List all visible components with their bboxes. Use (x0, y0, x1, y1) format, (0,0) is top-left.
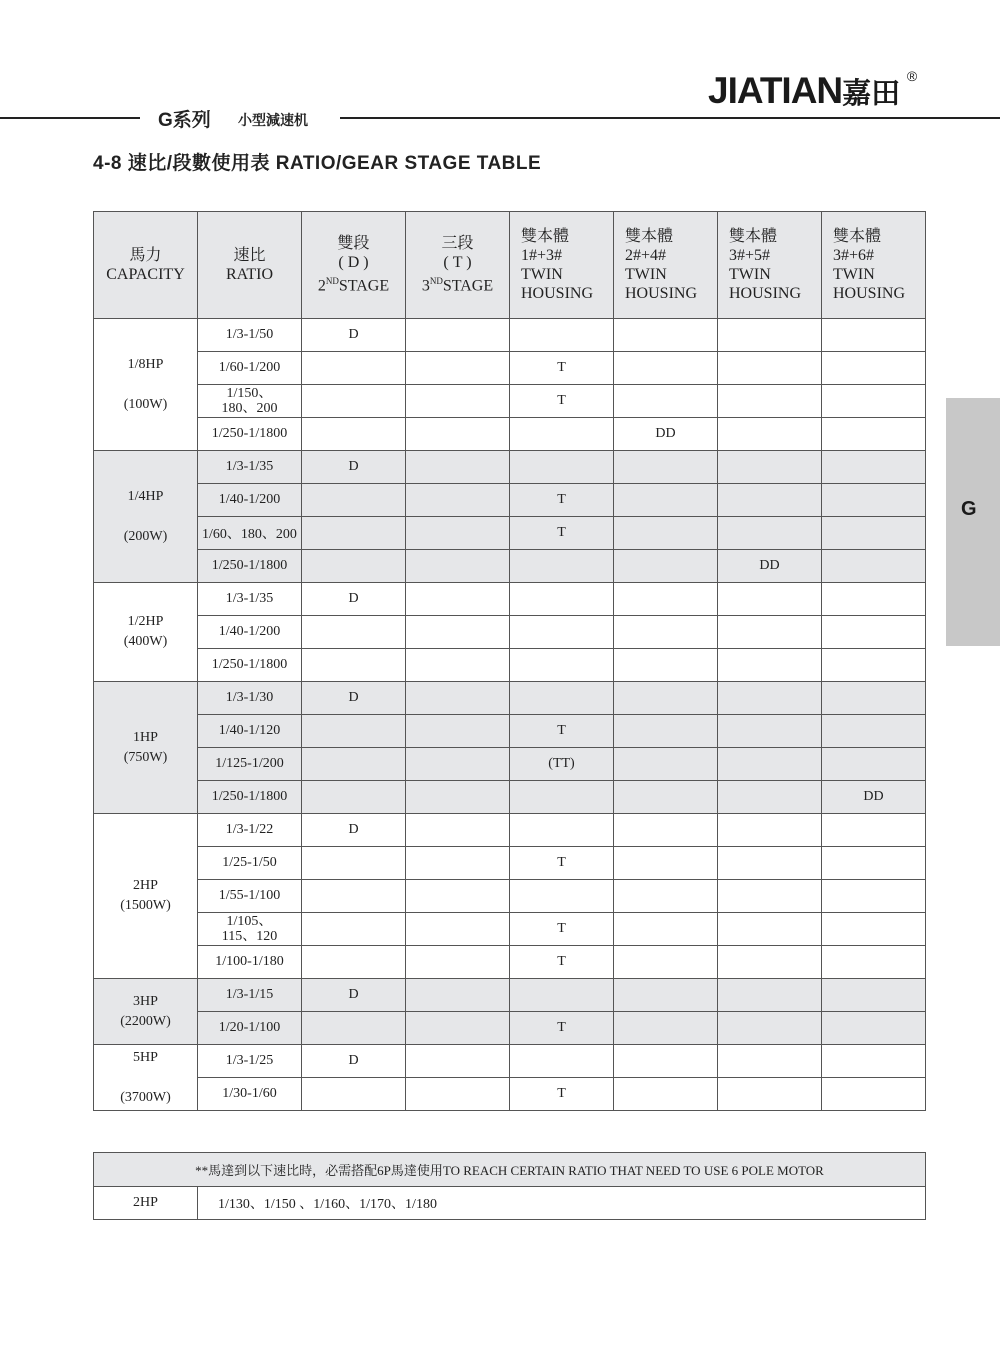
header-twin-1: 雙本體 1#+3# TWIN HOUSING (510, 212, 614, 319)
ratio-cell: 1/25-1/50 (198, 847, 302, 880)
side-tab[interactable] (946, 398, 1000, 646)
ratio-cell: 1/105、 115、120 (198, 913, 302, 946)
note-header-row (94, 1153, 926, 1187)
ratio-cell: 1/20-1/100 (198, 1012, 302, 1045)
table-row: 1/20-1/100 T (94, 1012, 926, 1045)
capacity-cell: 3HP (2200W) (94, 979, 198, 1045)
header-ratio: 速比 RATIO (198, 212, 302, 319)
header-twin-3: 雙本體 3#+5# TWIN HOUSING (718, 212, 822, 319)
note-header: **馬達到以下速比時，必需搭配6P馬達使用TO REACH CERTAIN RATIO THAT NEED TO USE 6 POLE MOTOR (94, 1153, 926, 1187)
ratio-cell: 1/3-1/25 (198, 1045, 302, 1078)
ratio-cell: 1/3-1/30 (198, 682, 302, 715)
section-title: 4-8 速比/段數使用表 RATIO/GEAR STAGE TABLE (93, 153, 542, 174)
capacity-cell: 1/2HP (400W) (94, 583, 198, 682)
side-tab-label: G (961, 498, 977, 520)
note-hp: 2HP (94, 1187, 198, 1220)
table-row: 1/250-1/1800 DD (94, 418, 926, 451)
table-row: 3HP (2200W) 1/3-1/15 D (94, 979, 926, 1012)
table-header-row (94, 212, 926, 319)
capacity-cell: 1/4HP (200W) (94, 451, 198, 583)
header-capacity: 馬力 CAPACITY (94, 212, 198, 319)
ratio-cell: 1/100-1/180 (198, 946, 302, 979)
ratio-cell: 1/3-1/50 (198, 319, 302, 352)
table-row: 1/125-1/200 (TT) (94, 748, 926, 781)
ratio-cell: 1/3-1/15 (198, 979, 302, 1012)
table-row: 1/30-1/60 T (94, 1078, 926, 1111)
series-subtitle: 小型減速机 (238, 112, 308, 128)
ratio-cell: 1/250-1/1800 (198, 418, 302, 451)
brand-name-cn: 嘉田 (842, 78, 901, 110)
ratio-cell: 1/30-1/60 (198, 1078, 302, 1111)
header-2nd-stage: 雙段 ( D ) 2NDSTAGE (302, 212, 406, 319)
ratio-cell: 1/250-1/1800 (198, 649, 302, 682)
table-row: 1/60、180、200 T (94, 517, 926, 550)
note-ratios: 1/130、1/150 、1/160、1/170、1/180 (198, 1187, 926, 1220)
header-twin-2: 雙本體 2#+4# TWIN HOUSING (614, 212, 718, 319)
table-row: 2HP (1500W) 1/3-1/22 D (94, 814, 926, 847)
ratio-cell: 1/3-1/22 (198, 814, 302, 847)
table-row (94, 880, 926, 913)
table-row: 1/2HP (400W) 1/3-1/35 D (94, 583, 926, 616)
table-row (94, 649, 926, 682)
ratio-cell: 1/150、 180、200 (198, 385, 302, 418)
capacity-cell: 1HP (750W) (94, 682, 198, 814)
table-row: 1/250-1/1800 DD (94, 550, 926, 583)
ratio-cell: 1/250-1/1800 (198, 550, 302, 583)
table-row: 1/150、 180、200 T (94, 385, 926, 418)
table-row: 1/40-1/120 T (94, 715, 926, 748)
table-row (94, 616, 926, 649)
capacity-cell: 5HP (3700W) (94, 1045, 198, 1111)
series-name: G系列 (158, 110, 211, 131)
table-row: 1/60-1/200 T (94, 352, 926, 385)
registered-mark: ® (906, 68, 917, 84)
ratio-cell: 1/3-1/35 (198, 583, 302, 616)
capacity-cell: 2HP (1500W) (94, 814, 198, 979)
ratio-cell: 1/40-1/200 (198, 616, 302, 649)
brand-logo (708, 68, 917, 112)
table-row: 5HP (3700W) 1/3-1/25 D (94, 1045, 926, 1078)
series-label (140, 103, 340, 131)
ratio-cell: 1/250-1/1800 (198, 781, 302, 814)
ratio-stage-table (93, 211, 926, 1111)
table-row: 1/105、 115、120 T (94, 913, 926, 946)
ratio-cell: 1/60、180、200 (198, 517, 302, 550)
ratio-cell: 1/125-1/200 (198, 748, 302, 781)
table-row: 1HP (750W) 1/3-1/30 D (94, 682, 926, 715)
header-3rd-stage: 三段 ( T ) 3NDSTAGE (406, 212, 510, 319)
capacity-cell: 1/8HP (100W) (94, 319, 198, 451)
note-table (93, 1152, 926, 1220)
ratio-cell: 1/3-1/35 (198, 451, 302, 484)
table-row: 1/250-1/1800 DD (94, 781, 926, 814)
table-row: 1/100-1/180 T (94, 946, 926, 979)
ratio-cell: 1/40-1/120 (198, 715, 302, 748)
table-row: 1/40-1/200 T (94, 484, 926, 517)
ratio-cell: 1/55-1/100 (198, 880, 302, 913)
ratio-cell: 1/60-1/200 (198, 352, 302, 385)
header-twin-4: 雙本體 3#+6# TWIN HOUSING (822, 212, 926, 319)
note-row (94, 1187, 926, 1220)
table-row: 1/25-1/50 T (94, 847, 926, 880)
table-row: 1/8HP (100W) 1/3-1/50 D (94, 319, 926, 352)
ratio-cell: 1/40-1/200 (198, 484, 302, 517)
table-row: 1/4HP (200W) 1/3-1/35 D (94, 451, 926, 484)
brand-name: JIATIAN (708, 70, 843, 111)
